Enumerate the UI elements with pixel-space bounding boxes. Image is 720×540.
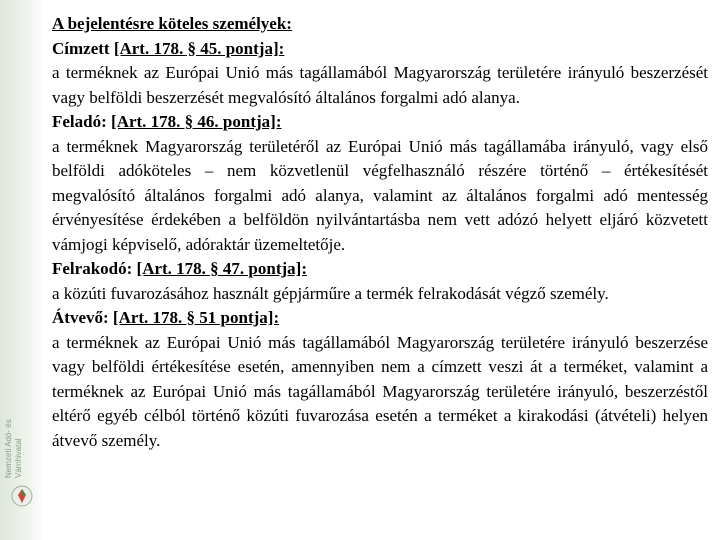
section-label: Feladó:	[52, 112, 112, 131]
section-label: Címzett	[52, 38, 114, 58]
section-reference: [Art. 178. § 45. pontja]:	[113, 38, 285, 58]
section-felado-heading	[52, 110, 708, 135]
section-reference: [Art. 178. § 46. pontja]:	[111, 112, 282, 131]
section-felrakodo-body: a közúti fuvarozásához használt gépjárműre a termék felrakodását végző személy.	[52, 283, 609, 303]
section-atvevo-body: a terméknek az Európai Unió más tagállamából Magyarország területére irányuló beszerzése vagy belföldi értékesítése esetén, amennyiben nem a címzett veszi át a terméket, valamint a terméknek az Európai Unió más tagállamából Magyarország területére irányuló, beszerzéstől eltérő egyéb célból történő közúti fuvarozása esetén a terméket a kirakodási (átvételi) helyen átvevő személy.	[52, 332, 708, 450]
section-felado-body: a terméknek Magyarország területéről az Európai Unió más tagállamába irányuló, vagy első belföldi adóköteles – nem közvetlenül végfelhasználó részére történő – értékesítését megvalósító általános forgalmi adó alanya, valamint az általános forgalmi adó mentesség érvényesítése érdekében a belföldön nyilvántartásba nem vett adózó helyett eljáró közvetett vámjogi képviselő, adóraktár üzemeltetője.	[52, 136, 708, 254]
section-label: Átvevő:	[52, 308, 113, 327]
section-label: Felrakodó:	[52, 259, 137, 278]
agency-logo-text: Nemzeti Adó- és Vámhivatal	[4, 419, 23, 478]
section-cimzett-heading	[52, 37, 708, 62]
document-body	[52, 12, 708, 453]
section-reference: [Art. 178. § 47. pontja]:	[136, 259, 307, 278]
section-reference: [Art. 178. § 51 pontja]:	[112, 308, 280, 327]
document-title: A bejelentésre köteles személyek:	[52, 14, 292, 33]
side-banner	[0, 0, 44, 540]
agency-emblem-icon	[10, 484, 34, 508]
section-felrakodo-heading	[52, 257, 708, 282]
section-atvevo-heading	[52, 306, 708, 331]
section-cimzett-body: a terméknek az Európai Unió más tagállamából Magyarország területére irányuló beszerzését vagy belföldi beszerzését megvalósító általános forgalmi adó alanya.	[52, 63, 708, 107]
